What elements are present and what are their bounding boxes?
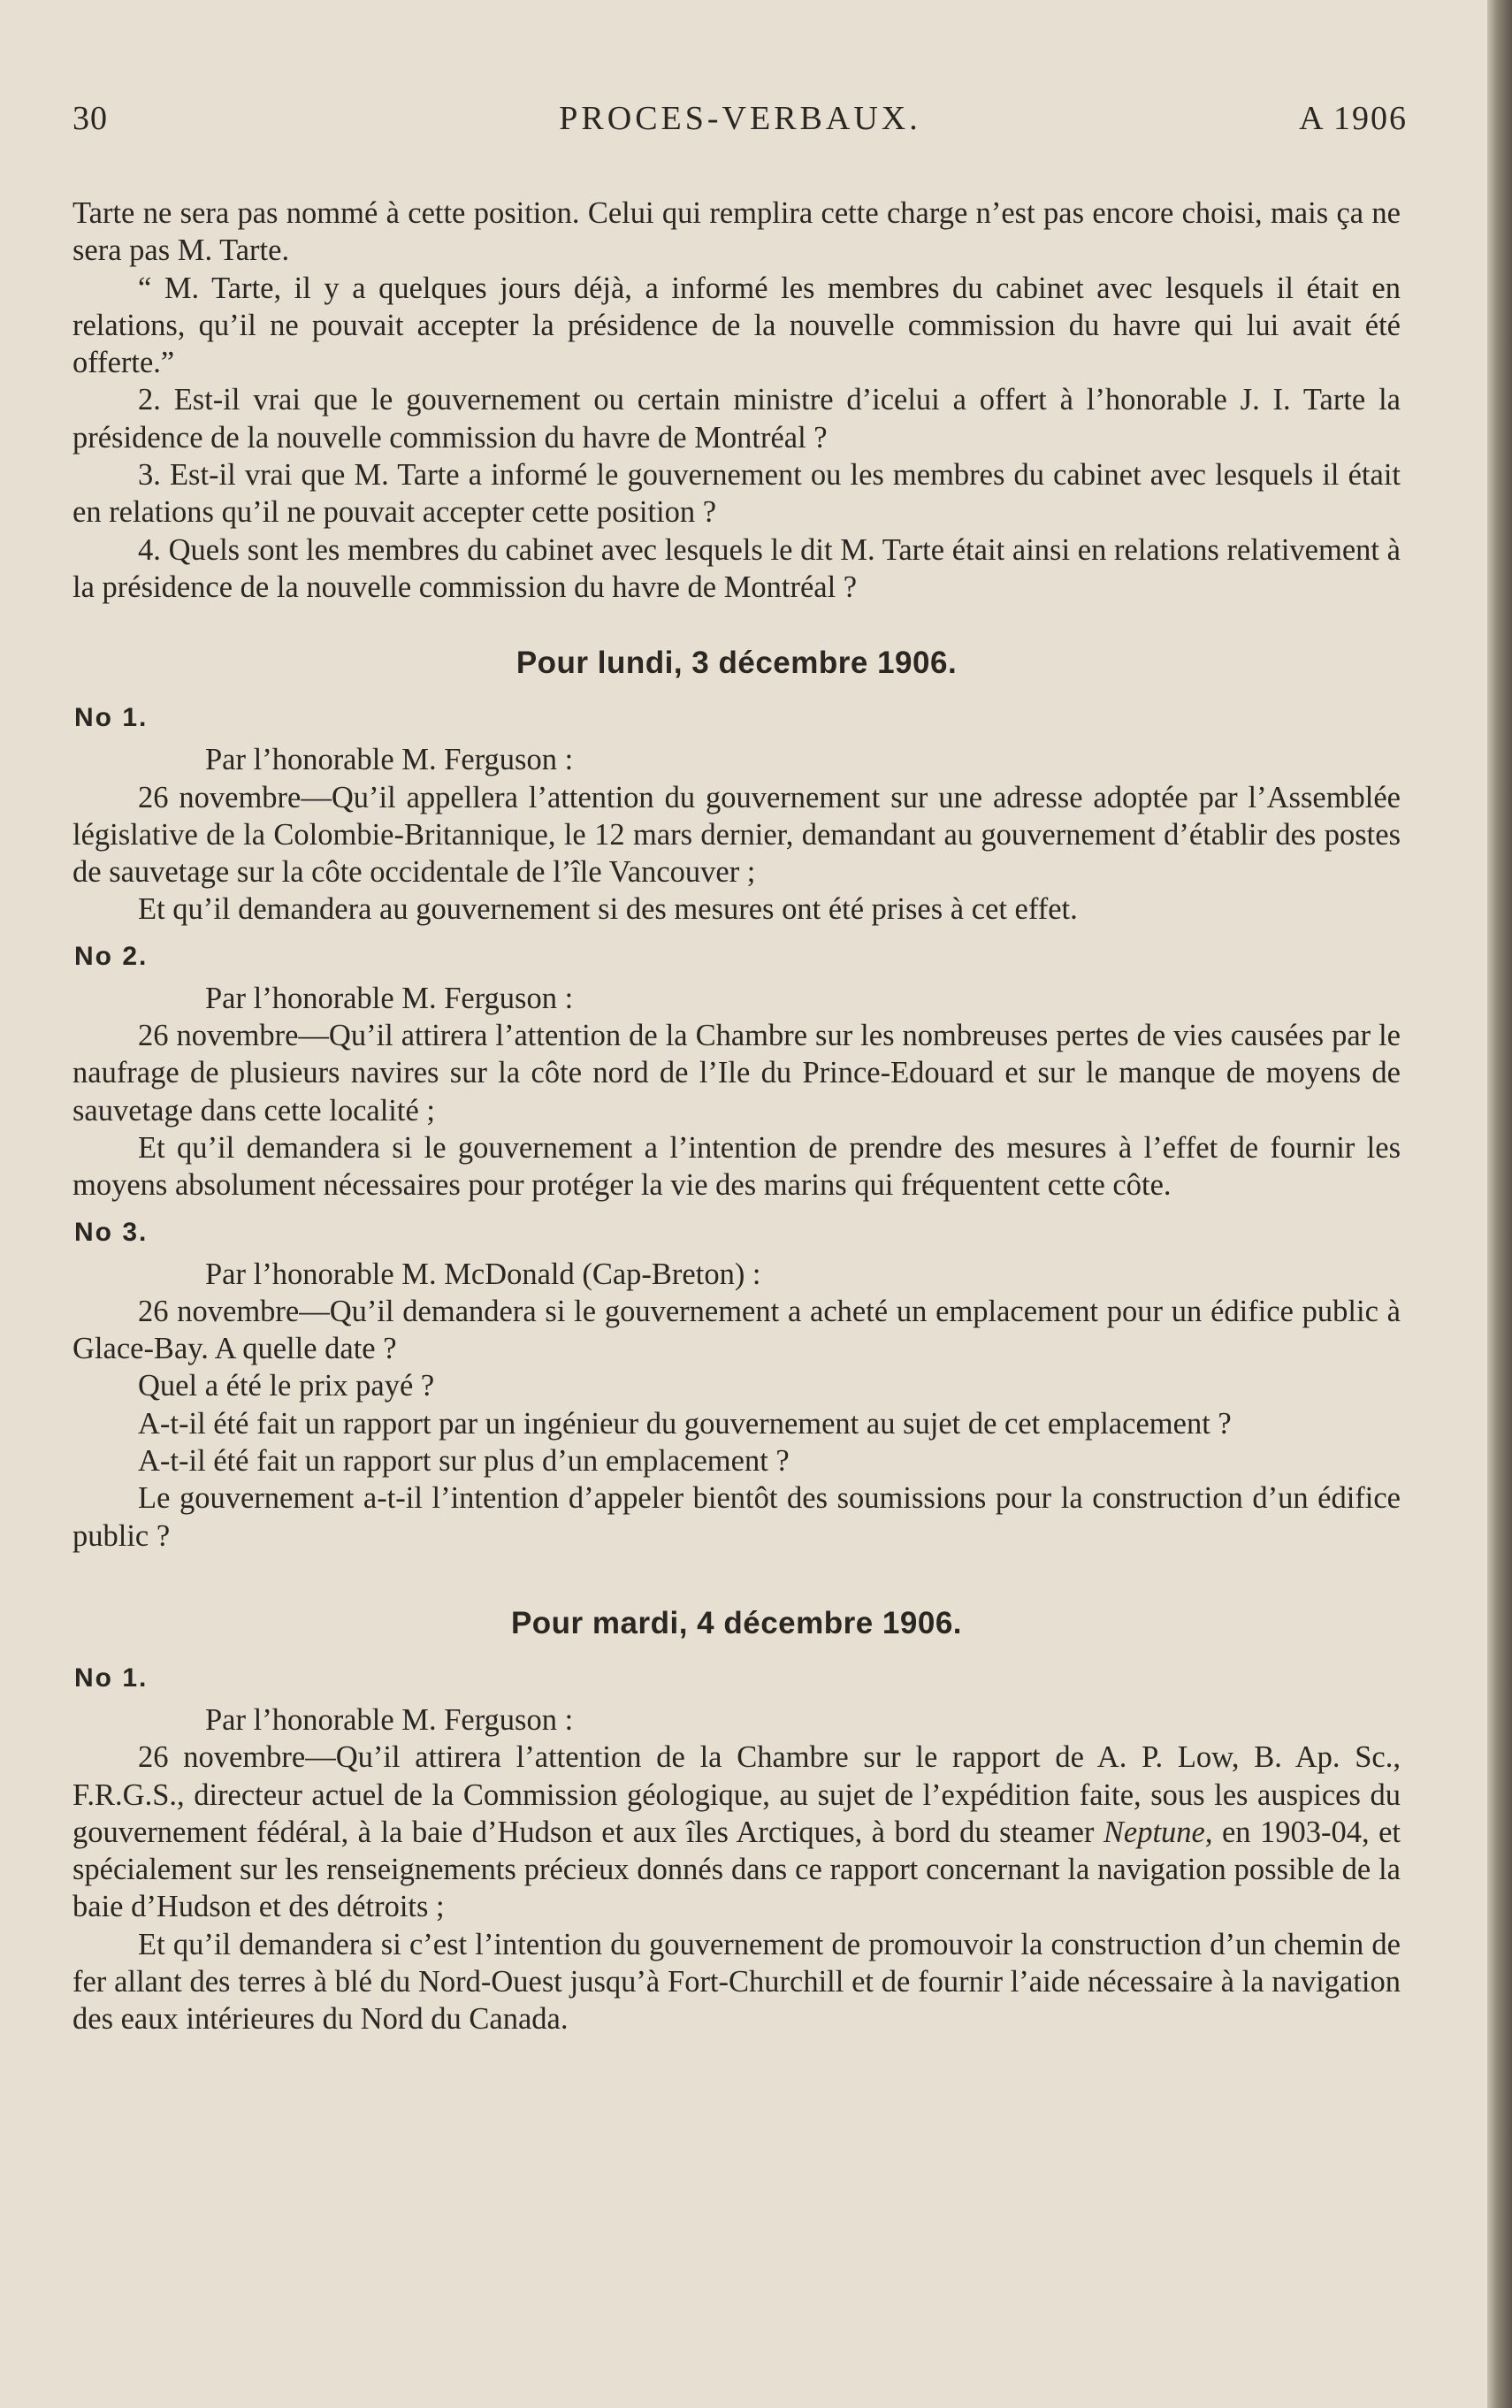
- intro-paragraph: Tarte ne sera pas nommé à cette position. Celui qui remplira cette charge n’est pas encore choisi, mais ça ne sera pas M. Tarte.: [73, 196, 1401, 268]
- notice-paragraph: A-t-il été fait un rapport sur plus d’un emplacement ?: [138, 1444, 790, 1479]
- notice-mover: Par l’honorable M. Ferguson :: [205, 743, 574, 777]
- running-title: PROCES-VERBAUX.: [559, 100, 921, 137]
- notice-paragraph: Et qu’il demandera au gouvernement si des mesures ont été prises à cet effet.: [138, 892, 1078, 927]
- notice-text: , en 1903-04, et spécialement sur les renseignements précieux donnés dans ce rapport concernant la navigation possible de la baie d’Hudson et des détroits ;: [73, 1815, 1401, 1924]
- page-header: [73, 99, 1408, 143]
- notice-mover: Par l’honorable M. Ferguson :: [205, 981, 574, 1015]
- page-body: [73, 195, 1401, 2038]
- section-heading: Pour lundi, 3 décembre 1906.: [515, 646, 958, 681]
- notice-text: 26 novembre—Qu’il attirera l’attention de la Chambre sur le rapport de A. P. Low, B. Ap. Sc., F.R.G.S., directeur actuel de la Commission géologique, au sujet de l’expédition faite, sous les auspices du gouvernement fédéral, à la baie d’Hudson et aux îles Arctiques, à bord du steamer: [73, 1740, 1401, 1849]
- notice-paragraph: Le gouvernement a-t-il l’intention d’appeler bientôt des soumissions pour la construction d’un édifice public ?: [73, 1481, 1401, 1553]
- notice-number: No 3.: [74, 1217, 149, 1247]
- notice-number: No 1.: [74, 703, 149, 733]
- intro-paragraph: “ M. Tarte, il y a quelques jours déjà, a informé les membres du cabinet avec lesquels il était en relations, qu’il ne pouvait accepter la présidence de la nouvelle commission du havre qui lui avait été offerte.”: [73, 271, 1401, 380]
- notice-paragraph: [73, 1739, 1401, 1925]
- intro-question: 4. Quels sont les membres du cabinet avec lesquels le dit M. Tarte était ainsi en relations relativement à la présidence de la nouvelle commission du havre de Montréal ?: [73, 532, 1401, 604]
- intro-question: 3. Est-il vrai que M. Tarte a informé le gouvernement ou les membres du cabinet avec lesquels il était en relations qu’il ne pouvait accepter cette position ?: [73, 458, 1401, 530]
- notice-paragraph: A-t-il été fait un rapport par un ingénieur du gouvernement au sujet de cet emplacement ?: [138, 1406, 1232, 1441]
- notice-paragraph: 26 novembre—Qu’il demandera si le gouvernement a acheté un emplacement pour un édifice public à Glace-Bay. A quelle date ?: [73, 1294, 1401, 1366]
- notice-number: No 2.: [74, 941, 149, 971]
- page-edge-shadow: [1487, 0, 1512, 2408]
- volume-year: A 1906: [1299, 100, 1408, 137]
- section-heading: Pour mardi, 4 décembre 1906.: [510, 1605, 963, 1640]
- page-number: 30: [73, 100, 108, 137]
- notice-number: No 1.: [74, 1663, 149, 1693]
- notice-paragraph: Et qu’il demandera si le gouvernement a l’intention de prendre des mesures à l’effet de fournir les moyens absolument nécessaires pour protéger la vie des marins qui fréquentent cette côte.: [73, 1130, 1401, 1203]
- notice-paragraph: 26 novembre—Qu’il appellera l’attention du gouvernement sur une adresse adoptée par l’Assemblée législative de la Colombie-Britannique, le 12 mars dernier, demandant au gouvernement d’établir des postes de sauvetage sur la côte occidentale de l’île Vancouver ;: [73, 780, 1401, 890]
- notice-mover: Par l’honorable M. McDonald (Cap-Breton) :: [205, 1257, 761, 1291]
- notice-paragraph: 26 novembre—Qu’il attirera l’attention de la Chambre sur les nombreuses pertes de vies causées par le naufrage de plusieurs navires sur la côte nord de l’Ile du Prince-Edouard et sur le manque de moyens de sauvetage dans cette localité ;: [73, 1019, 1401, 1128]
- intro-question: 2. Est-il vrai que le gouvernement ou certain ministre d’icelui a offert à l’honorable J. I. Tarte la présidence de la nouvelle commission du havre de Montréal ?: [73, 383, 1401, 455]
- notice-paragraph: Et qu’il demandera si c’est l’intention du gouvernement de promouvoir la construction d’un chemin de fer allant des terres à blé du Nord-Ouest jusqu’à Fort-Churchill et de fournir l’aide nécessaire à la navigation des eaux intérieures du Nord du Canada.: [73, 1927, 1401, 2037]
- notice-paragraph: Quel a été le prix payé ?: [138, 1369, 435, 1403]
- notice-mover: Par l’honorable M. Ferguson :: [205, 1702, 574, 1737]
- ship-name: Neptune: [1103, 1815, 1205, 1849]
